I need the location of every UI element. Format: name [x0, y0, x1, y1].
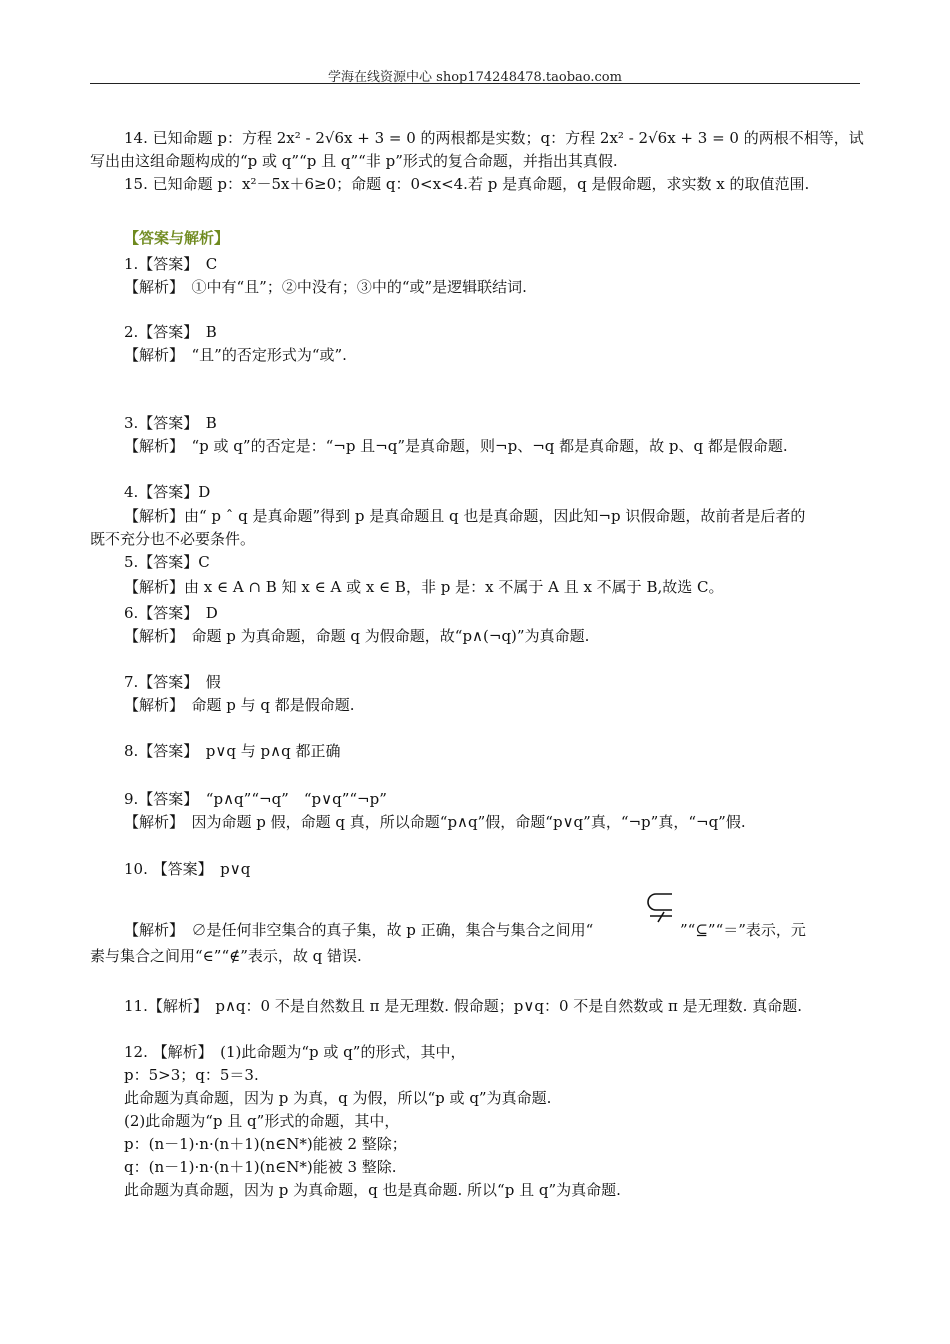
- q14-line2: 写出由这组命题构成的“p 或 q”“p 且 q”“非 p”形式的复合命题，并指出其真假.: [90, 152, 618, 170]
- a12-line6: q：(n－1)·n·(n＋1)(n∈N*)能被 3 整除.: [124, 1158, 397, 1176]
- a12-line1: 12. 【解析】 (1)此命题为“p 或 q”的形式，其中，: [124, 1043, 466, 1061]
- a10-answer: 10. 【答案】 p∨q: [124, 860, 251, 878]
- q15-line: 15. 已知命题 p：x²－5x＋6≥0；命题 q：0<x<4.若 p 是真命题，q 是假命题，求实数 x 的取值范围.: [124, 175, 810, 193]
- proper-subset-neq-icon: [644, 888, 678, 928]
- a3-analysis: 【解析】 “p 或 q”的否定是：“¬p 且¬q”是真命题，则¬p、¬q 都是真命题，故 p、q 都是假命题.: [124, 437, 788, 455]
- a1-analysis: 【解析】 ①中有“且”；②中没有；③中的“或”是逻辑联结词.: [124, 278, 527, 296]
- a9-answer: 9.【答案】 “p∧q”“¬q” “p∨q”“¬p”: [124, 790, 387, 808]
- a7-analysis: 【解析】 命题 p 与 q 都是假命题.: [124, 696, 355, 714]
- a6-answer: 6.【答案】 D: [124, 604, 218, 622]
- page-header: 学海在线资源中心 shop174248478.taobao.com: [328, 70, 622, 85]
- a10-analysis-line2: 素与集合之间用“∈”“∉”表示，故 q 错误.: [90, 947, 362, 965]
- a2-answer: 2.【答案】 B: [124, 323, 217, 341]
- a9-analysis: 【解析】 因为命题 p 假，命题 q 真，所以命题“p∧q”假，命题“p∨q”真，“¬p”真，“¬q”假.: [124, 813, 746, 831]
- a6-analysis: 【解析】 命题 p 为真命题，命题 q 为假命题，故“p∧(¬q)”为真命题.: [124, 627, 590, 645]
- a2-analysis: 【解析】 “且”的否定形式为“或”.: [124, 346, 347, 364]
- answer-section-heading: 【答案与解析】: [124, 229, 230, 247]
- a4-analysis-line2: 既不充分也不必要条件。: [90, 530, 256, 548]
- a1-answer: 1.【答案】 C: [124, 255, 218, 273]
- a12-line3: 此命题为真命题，因为 p 为真，q 为假，所以“p 或 q”为真命题.: [124, 1089, 552, 1107]
- a7-answer: 7.【答案】 假: [124, 673, 221, 691]
- a12-line5: p：(n－1)·n·(n＋1)(n∈N*)能被 2 整除；: [124, 1135, 407, 1153]
- a12-line7: 此命题为真命题，因为 p 为真命题，q 也是真命题. 所以“p 且 q”为真命题.: [124, 1181, 621, 1199]
- a12-line4: (2)此命题为“p 且 q”形式的命题，其中，: [124, 1112, 400, 1130]
- a11-analysis: 11.【解析】 p∧q：0 不是自然数且 π 是无理数. 假命题；p∨q：0 不是自然数或 π 是无理数. 真命题.: [124, 997, 802, 1015]
- a4-analysis-line1: 【解析】由“ p ˆ q 是真命题”得到 p 是真命题且 q 也是真命题，因此知¬p 识假命题，故前者是后者的: [124, 507, 806, 525]
- a10-analysis-line1-a: 【解析】 ∅是任何非空集合的真子集，故 p 正确，集合与集合之间用“: [124, 921, 594, 939]
- a3-answer: 3.【答案】 B: [124, 414, 217, 432]
- a12-line2: p：5>3；q：5＝3.: [124, 1066, 259, 1084]
- a5-analysis: 【解析】由 x ∈ A ∩ B 知 x ∈ A 或 x ∈ B，非 p 是：x 不属于 A 且 x 不属于 B,故选 C。: [124, 578, 724, 596]
- a5-answer: 5.【答案】C: [124, 553, 210, 571]
- header-rule: [90, 83, 860, 84]
- q14-line1: 14. 已知命题 p：方程 2x² - 2√6x + 3 = 0 的两根都是实数；q：方程 2x² - 2√6x + 3 = 0 的两根不相等，试: [124, 129, 864, 147]
- a4-answer: 4.【答案】D: [124, 483, 211, 501]
- a10-analysis-line1-b: ”“⊆”“＝”表示，元: [680, 921, 806, 939]
- a8-answer: 8.【答案】 p∨q 与 p∧q 都正确: [124, 742, 341, 760]
